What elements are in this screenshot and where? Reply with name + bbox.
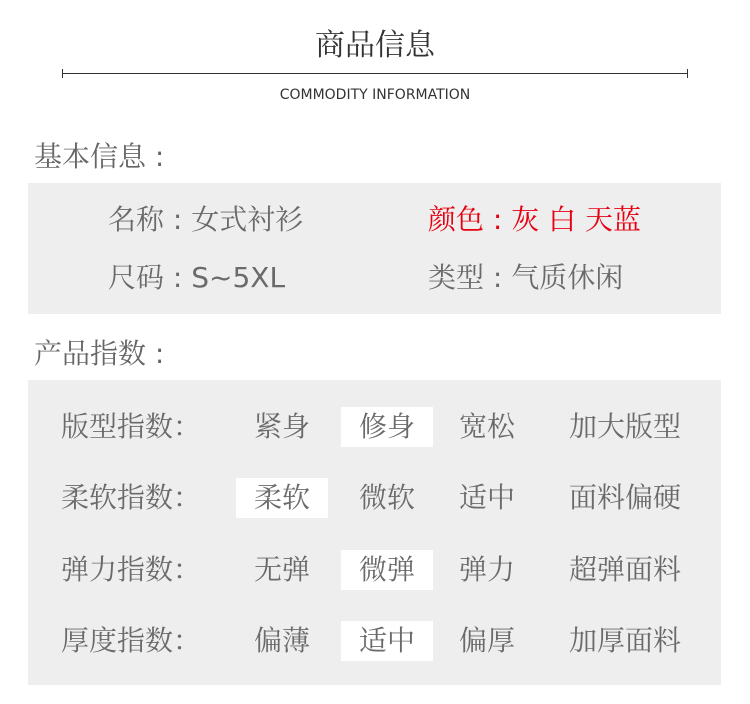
index-option: 加大版型: [568, 410, 681, 443]
index-option: 无弹: [253, 553, 310, 586]
index-option: 弹力: [458, 553, 515, 586]
index-option: 宽松: [458, 410, 515, 443]
index-option-selected: 修身: [341, 407, 433, 447]
title-divider-tick-left: [62, 69, 63, 78]
size-field: 尺码 : S~5XL: [108, 261, 286, 294]
index-option: 适中: [458, 481, 515, 514]
index-option: 偏薄: [253, 624, 310, 657]
index-option: 超弹面料: [568, 553, 681, 586]
index-option-selected: 适中: [341, 621, 433, 661]
page-title: 商品信息: [315, 28, 435, 63]
title-divider-tick-right: [687, 69, 688, 78]
index-row-label: 弹力指数：: [61, 553, 202, 586]
title-divider: [62, 73, 688, 74]
index-row-label: 柔软指数：: [61, 481, 202, 514]
product-index-panel: [28, 380, 721, 685]
index-option: 偏厚: [458, 624, 515, 657]
index-option-selected: 柔软: [236, 478, 328, 518]
color-field: 颜色 : 灰 白 天蓝: [428, 203, 642, 236]
index-option: 微软: [358, 481, 415, 514]
type-field: 类型 : 气质休闲: [428, 261, 624, 294]
product-index-label: 产品指数 :: [34, 337, 165, 370]
index-option: 紧身: [253, 410, 310, 443]
page-subtitle: COMMODITY INFORMATION: [279, 87, 471, 103]
basic-info-label: 基本信息 :: [34, 140, 165, 173]
index-row-label: 版型指数：: [61, 410, 202, 443]
index-option: 面料偏硬: [568, 481, 681, 514]
basic-info-panel: [28, 183, 721, 314]
index-option-selected: 微弹: [341, 550, 433, 590]
index-row-label: 厚度指数：: [61, 624, 202, 657]
index-option: 加厚面料: [568, 624, 681, 657]
name-field: 名称 : 女式衬衫: [108, 203, 304, 236]
